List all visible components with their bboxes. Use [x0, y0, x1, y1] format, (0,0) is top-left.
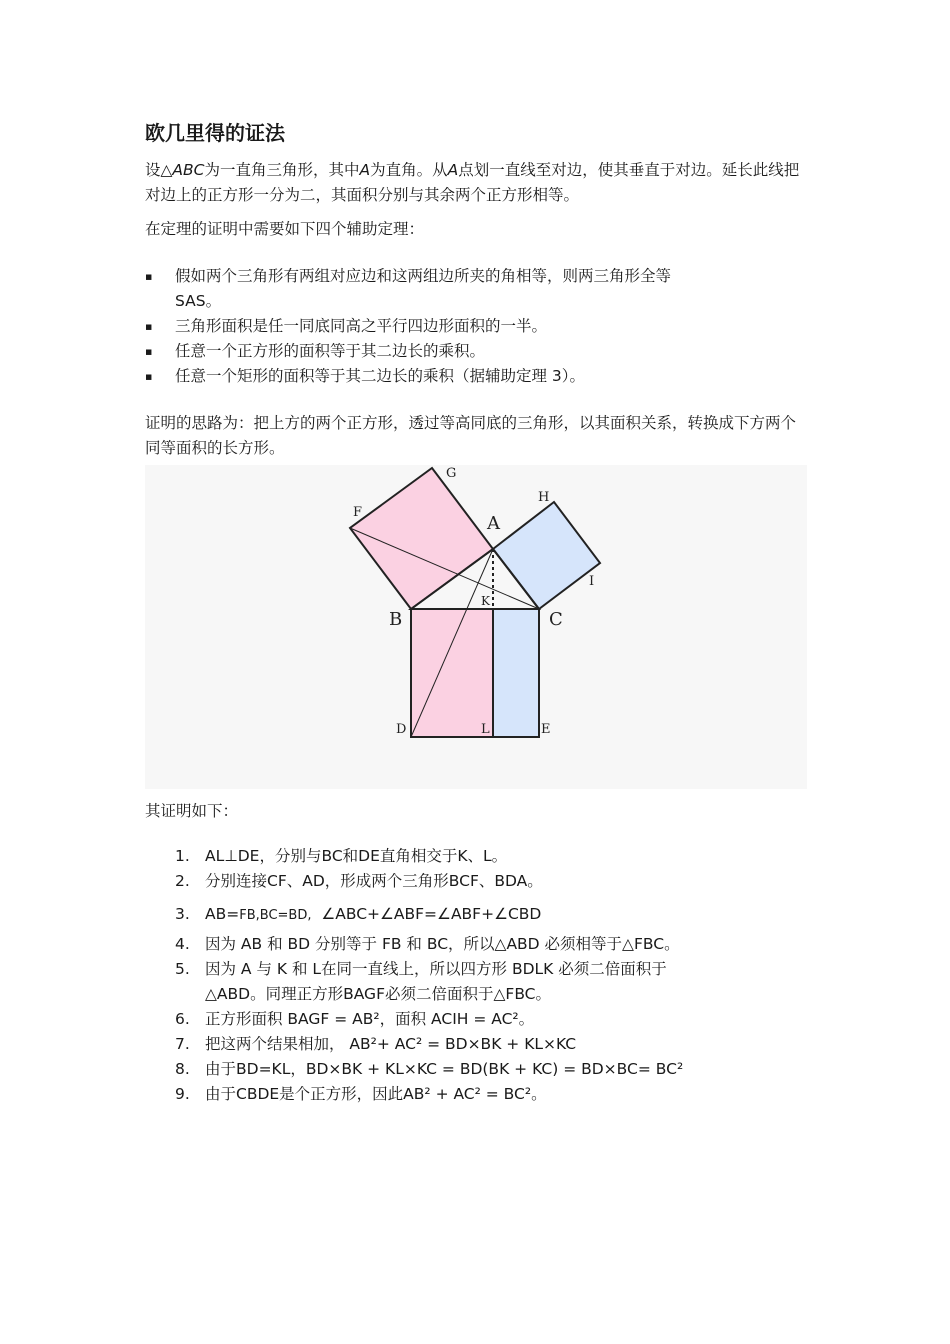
intro-paragraph — [145, 158, 810, 208]
step-number: 9. — [175, 1085, 190, 1103]
label-k: K — [481, 594, 490, 608]
step-number: 3. — [175, 905, 190, 923]
proof-step — [145, 1057, 810, 1082]
step-number: 4. — [175, 935, 190, 953]
proof-step — [145, 902, 810, 928]
proof-step — [145, 1032, 810, 1057]
proof-steps — [145, 844, 810, 1107]
lemma-text: 假如两个三角形有两组对应边和这两组边所夹的角相等，则两三角形全等 — [175, 267, 672, 285]
step-text: 正方形面积 BAGF = AB²，面积 ACIH = AC²。 — [205, 1010, 535, 1028]
label-e: E — [541, 722, 551, 737]
step-number: 8. — [175, 1060, 190, 1078]
label-d: D — [396, 722, 407, 737]
step-text: 因为 A 与 K 和 L在同一直线上，所以四方形 BDLK 必须二倍面积于 — [205, 960, 667, 978]
proof-idea: 证明的思路为：把上方的两个正方形，透过等高同底的三角形，以其面积关系，转换成下方两个同等面积的长方形。 — [145, 414, 797, 457]
rect-bdlk — [411, 609, 493, 737]
proof-step — [145, 869, 810, 894]
label-i: I — [589, 574, 595, 589]
document-page — [145, 118, 810, 1107]
proof-step — [145, 957, 810, 1007]
step-text: 由于BD=KL，BD×BK + KL×KC = BD(BK + KC) = BD×BC= BC² — [205, 1060, 684, 1078]
step-number: 6. — [175, 1010, 190, 1028]
label-l: L — [481, 722, 490, 737]
step-number: 1. — [175, 847, 190, 865]
step-text: AB= — [205, 905, 240, 923]
step-text: ∠ABC+∠ABF=∠ABF+∠CBD — [311, 905, 542, 923]
intro-text: 为一直角三角形，其中 — [204, 161, 360, 179]
lemma-intro: 在定理的证明中需要如下四个辅助定理： — [145, 220, 425, 238]
step-number: 7. — [175, 1035, 190, 1053]
label-h: H — [538, 490, 550, 505]
step-number: 2. — [175, 872, 190, 890]
proof-step — [145, 844, 810, 869]
step-text: AL⊥DE，分别与BC和DE直角相交于K、L。 — [205, 847, 508, 865]
step-text: 分别连接CF、AD，形成两个三角形BCF、BDA。 — [205, 872, 543, 890]
figure-svg — [145, 465, 807, 789]
step-number: 5. — [175, 960, 190, 978]
step-text: 因为 AB 和 BD 分别等于 FB 和 BC，所以△ABD 必须相等于△FBC。 — [205, 935, 680, 953]
proof-step — [145, 932, 810, 957]
rect-klec — [493, 609, 539, 737]
page-title: 欧几里得的证法 — [145, 121, 285, 145]
step-text: FB,BC=BD, — [239, 908, 312, 923]
proof-intro: 其证明如下： — [145, 802, 239, 820]
label-c: C — [549, 609, 563, 630]
label-b: B — [389, 609, 403, 630]
label-f: F — [353, 505, 363, 520]
proof-step — [145, 1082, 810, 1107]
pythagoras-figure — [145, 465, 807, 789]
intro-text: 设△ — [145, 161, 173, 179]
lemma-item: ▪ 任意一个正方形的面积等于其二边长的乘积。 — [145, 339, 810, 364]
square-acih — [493, 502, 600, 609]
step-text: △ABD。同理正方形BAGF必须二倍面积于△FBC。 — [205, 985, 552, 1003]
intro-text: 为直角。从 — [370, 161, 448, 179]
intro-text: 点划一直线至对边，使其垂直于对边。延长此线把对边上的正方形一分为二，其面积分别与其余两个正方形相等。 — [145, 161, 800, 204]
step-text: 由于CBDE是个正方形，因此AB² + AC² = BC²。 — [205, 1085, 547, 1103]
lemma-text: SAS。 — [175, 292, 222, 310]
intro-triangle-name: ABC — [172, 161, 205, 179]
label-a: A — [487, 513, 500, 534]
lemma-item: ▪ 任意一个矩形的面积等于其二边长的乘积（据辅助定理 3）。 — [145, 364, 810, 389]
lemma-item — [145, 264, 810, 314]
intro-vertex-a: A — [359, 161, 371, 179]
label-g: G — [446, 466, 457, 481]
square-bagf — [350, 468, 493, 609]
proof-step — [145, 1007, 810, 1032]
step-text: 把这两个结果相加， AB²+ AC² = BD×BK + KL×KC — [205, 1035, 577, 1053]
intro-vertex-a: A — [447, 161, 459, 179]
lemma-item: ▪ 三角形面积是任一同底同高之平行四边形面积的一半。 — [145, 314, 810, 339]
lemma-list — [145, 264, 810, 389]
